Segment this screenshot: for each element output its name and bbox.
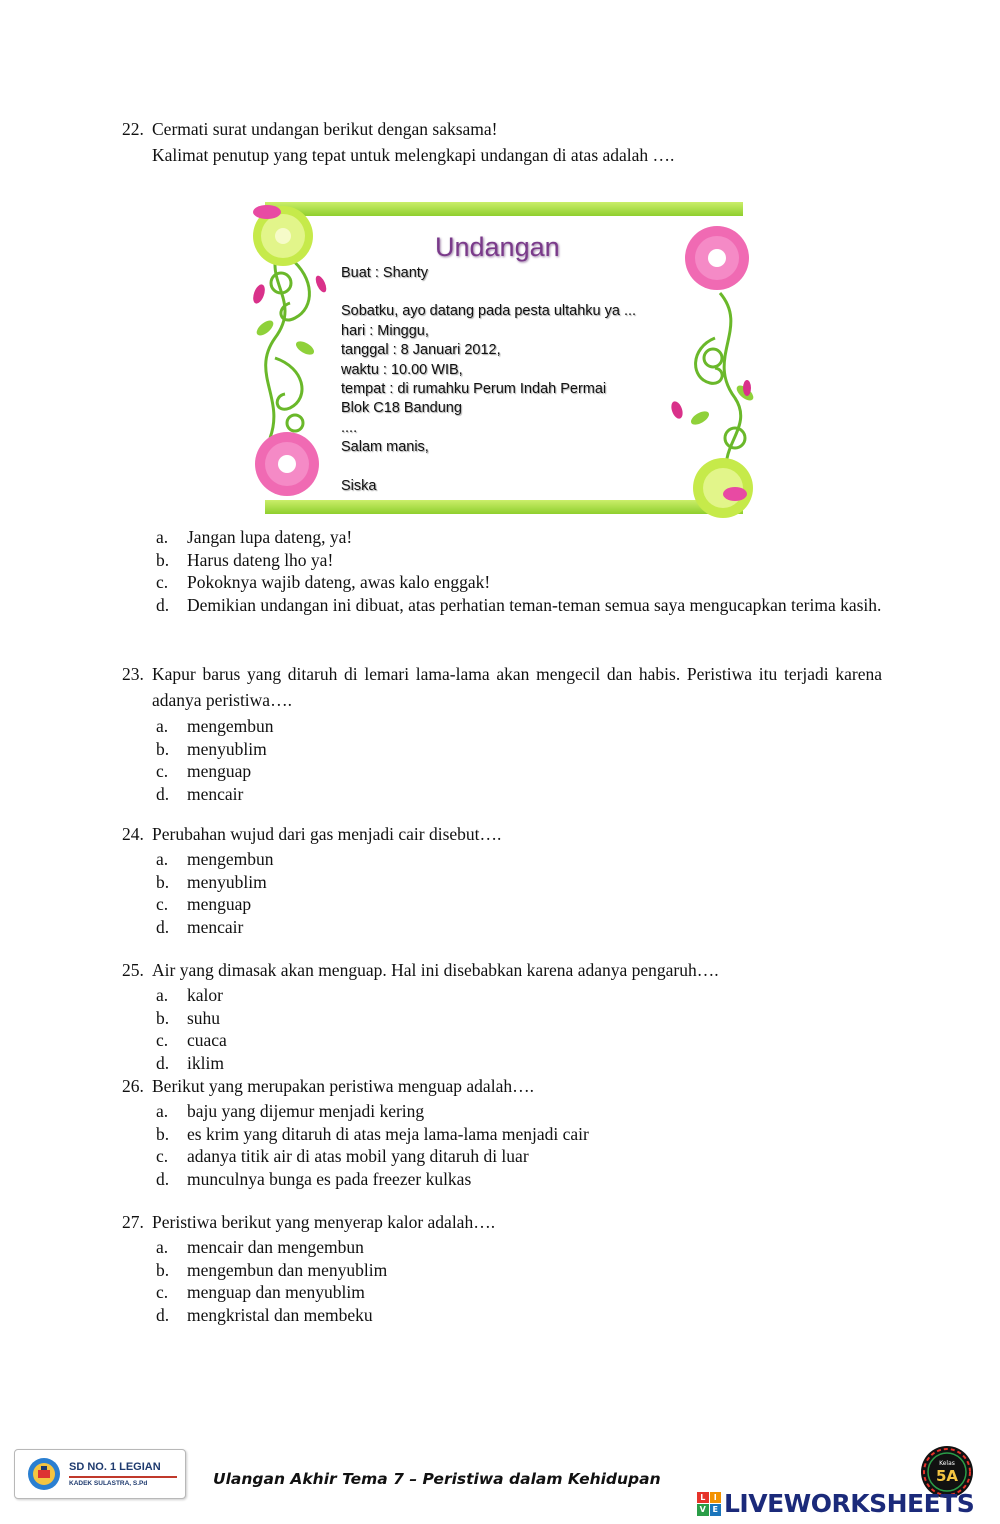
- option-a[interactable]: [156, 984, 882, 1007]
- question-stem: Berikut yang merupakan peristiwa menguap adalah….: [152, 1076, 534, 1096]
- option-text: menyublim: [187, 738, 267, 759]
- option-letter: a.: [156, 849, 169, 869]
- question-number: 23.: [122, 664, 144, 684]
- option-text: Jangan lupa dateng, ya!: [187, 527, 353, 547]
- question-24: [122, 823, 882, 938]
- liveworksheets-logo[interactable]: [697, 1489, 974, 1518]
- class-badge-small: Kelas: [939, 1460, 955, 1467]
- option-text: cuaca: [187, 1030, 227, 1051]
- school-badge: [14, 1449, 186, 1499]
- option-letter: b.: [156, 1123, 170, 1144]
- option-letter: a.: [156, 1237, 169, 1257]
- option-c[interactable]: [156, 571, 882, 594]
- bottom-green-border: [265, 500, 743, 514]
- option-d[interactable]: [156, 916, 882, 939]
- option-a[interactable]: [156, 715, 882, 738]
- option-d[interactable]: [156, 1304, 882, 1327]
- footer-title: Ulangan Akhir Tema 7 – Peristiwa dalam Kehidupan: [213, 1470, 661, 1488]
- option-letter: a.: [156, 985, 169, 1005]
- school-name: SD NO. 1 LEGIAN: [69, 1461, 161, 1473]
- green-flower-icon-2: [693, 458, 753, 518]
- invitation-line: Blok C18 Bandung: [341, 400, 462, 417]
- liveworksheets-wordmark: LIVEWORKSHEETS: [724, 1489, 975, 1518]
- option-letter: d.: [156, 594, 170, 615]
- option-text: suhu: [187, 1007, 221, 1028]
- option-letter: d.: [156, 1304, 170, 1325]
- class-badge-text: 5A: [935, 1467, 959, 1485]
- option-d[interactable]: [156, 1168, 882, 1191]
- invitation-sender: Siska: [341, 477, 377, 494]
- option-text: adanya titik air di atas mobil yang ditaruh di luar: [187, 1146, 529, 1167]
- option-letter: d.: [156, 1052, 170, 1073]
- option-letter: d.: [156, 783, 170, 804]
- option-text: menguap: [187, 894, 252, 915]
- option-text: mencair: [187, 916, 244, 937]
- option-letter: c.: [156, 761, 169, 782]
- invitation-line: Sobatku, ayo datang pada pesta ultahku ya ...: [341, 303, 637, 320]
- pink-flower-icon: [685, 226, 749, 290]
- option-text: mengembun: [187, 849, 274, 869]
- option-c[interactable]: [156, 1281, 882, 1304]
- option-letter: c.: [156, 572, 169, 593]
- option-letter: a.: [156, 716, 169, 736]
- option-b[interactable]: [156, 738, 882, 761]
- question-stem: Cermati surat undangan berikut dengan saksama!: [152, 119, 498, 139]
- option-letter: a.: [156, 1101, 169, 1121]
- option-text: baju yang dijemur menjadi kering: [187, 1101, 425, 1121]
- option-b[interactable]: [156, 1123, 882, 1146]
- invitation-recipient: Buat : Shanty: [341, 265, 429, 281]
- option-letter: b.: [156, 549, 170, 570]
- question-26: [122, 1075, 882, 1190]
- option-text: Demikian undangan ini dibuat, atas perhatian teman-teman semua saya mengucapkan terima kasih.: [187, 594, 882, 615]
- question-stem: Kapur barus yang ditaruh di lemari lama-lama akan mengecil dan habis. Peristiwa itu terjadi karena adanya peristiwa….: [152, 664, 882, 710]
- invitation-line: tanggal : 8 Januari 2012,: [341, 342, 501, 359]
- pink-flower-icon-2: [255, 432, 319, 496]
- option-text: iklim: [187, 1052, 224, 1073]
- option-text: menguap: [187, 761, 252, 782]
- question-22: [122, 118, 882, 167]
- option-letter: c.: [156, 1030, 169, 1051]
- option-a[interactable]: [156, 848, 882, 871]
- option-b[interactable]: [156, 1259, 882, 1282]
- option-c[interactable]: [156, 1145, 882, 1168]
- question-23: [122, 661, 882, 805]
- invitation-title: Undangan: [435, 232, 560, 262]
- option-text: munculnya bunga es pada freezer kulkas: [187, 1168, 472, 1189]
- option-letter: d.: [156, 916, 170, 937]
- question-number: 24.: [122, 824, 144, 844]
- invitation-card: [245, 198, 757, 523]
- option-letter: d.: [156, 1168, 170, 1189]
- school-logo-icon: [25, 1456, 63, 1492]
- question-stem: Peristiwa berikut yang menyerap kalor adalah….: [152, 1212, 496, 1232]
- question-25: [122, 959, 882, 1074]
- option-text: es krim yang ditaruh di atas meja lama-lama menjadi cair: [187, 1123, 589, 1144]
- option-b[interactable]: [156, 549, 882, 572]
- option-c[interactable]: [156, 1029, 882, 1052]
- option-letter: c.: [156, 1146, 169, 1167]
- question-number: 25.: [122, 960, 144, 980]
- question-number: 26.: [122, 1076, 144, 1096]
- liveworksheets-grid-icon: L I V E: [697, 1492, 721, 1516]
- option-text: mengembun: [187, 716, 274, 736]
- option-text: mencair dan mengembun: [187, 1237, 364, 1257]
- option-letter: c.: [156, 1282, 169, 1303]
- option-letter: b.: [156, 738, 170, 759]
- option-a[interactable]: [156, 1100, 882, 1123]
- option-d[interactable]: [156, 594, 882, 617]
- option-letter: a.: [156, 527, 169, 547]
- option-d[interactable]: [156, 1052, 882, 1075]
- question-27: [122, 1211, 882, 1326]
- option-text: mengembun dan menyublim: [187, 1259, 388, 1280]
- option-text: Harus dateng lho ya!: [187, 549, 334, 570]
- option-letter: b.: [156, 871, 170, 892]
- school-teacher: KADEK SULASTRA, S.Pd: [69, 1480, 148, 1487]
- invitation-line: hari : Minggu,: [341, 322, 429, 339]
- option-text: kalor: [187, 985, 223, 1005]
- question-stem: Air yang dimasak akan menguap. Hal ini disebabkan karena adanya pengaruh….: [152, 960, 719, 980]
- school-divider: [69, 1476, 177, 1478]
- option-text: mengkristal dan membeku: [187, 1304, 373, 1325]
- option-a[interactable]: [156, 526, 882, 549]
- question-22-options: [122, 526, 882, 616]
- option-c[interactable]: [156, 893, 882, 916]
- invitation-body: [341, 264, 636, 496]
- option-d[interactable]: [156, 783, 882, 806]
- option-letter: b.: [156, 1259, 170, 1280]
- question-stem: Perubahan wujud dari gas menjadi cair disebut….: [152, 824, 502, 844]
- option-letter: b.: [156, 1007, 170, 1028]
- invitation-line: waktu : 10.00 WIB,: [341, 361, 463, 378]
- option-c[interactable]: [156, 760, 882, 783]
- option-text: menyublim: [187, 871, 267, 892]
- question-number: 22.: [122, 119, 144, 139]
- option-text: mencair: [187, 783, 244, 804]
- option-letter: c.: [156, 894, 169, 915]
- invitation-line: ....: [341, 419, 358, 436]
- option-b[interactable]: [156, 871, 882, 894]
- option-text: Pokoknya wajib dateng, awas kalo enggak!: [187, 572, 491, 593]
- invitation-closing: Salam manis,: [341, 439, 429, 456]
- invitation-line: tempat : di rumahku Perum Indah Permai: [341, 381, 607, 398]
- question-number: 27.: [122, 1212, 144, 1232]
- option-b[interactable]: [156, 1007, 882, 1030]
- top-green-border: [265, 202, 743, 216]
- option-text: menguap dan menyublim: [187, 1282, 365, 1303]
- question-stem-continued: Kalimat penutup yang tepat untuk melengkapi undangan di atas adalah ….: [152, 145, 675, 165]
- option-a[interactable]: [156, 1236, 882, 1259]
